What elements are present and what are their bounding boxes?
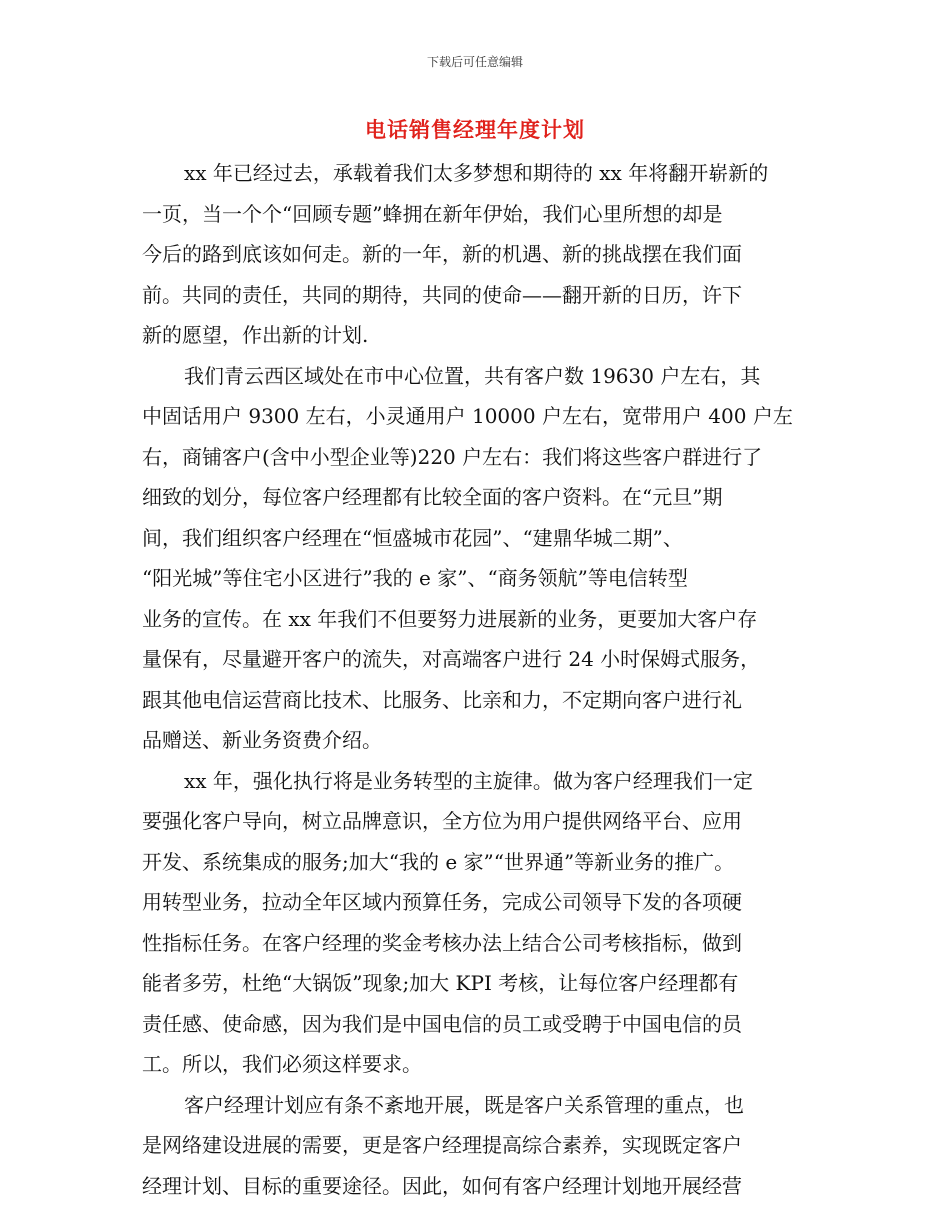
body-line: 责任感、使命感，因为我们是中国电信的员工或受聘于中国电信的员: [142, 1011, 742, 1036]
header-note: 下载后可任意编辑: [426, 55, 523, 69]
body-line: 品赠送、新业务资费介绍。: [142, 728, 382, 752]
body-line: 我们青云西区域处在市中心位置，共有客户数 19630 户左右，其: [184, 363, 761, 388]
body-line: 右，商铺客户(含中小型企业等)220 户左右：我们将这些客户群进行了: [142, 444, 763, 469]
body-line: 要强化客户导向，树立品牌意识，全方位为用户提供网络平台、应用: [142, 809, 742, 833]
body-line: 一页，当一个个“回顾专题”蜂拥在新年伊始，我们心里所想的却是: [142, 201, 723, 226]
body-line: 性指标任务。在客户经理的奖金考核办法上结合公司考核指标，做到: [142, 930, 742, 955]
body-line: 今后的路到底该如何走。新的一年，新的机遇、新的挑战摆在我们面: [142, 242, 742, 266]
body-line: 开发、系统集成的服务;加大“我的 e 家”“世界通”等新业务的推广。: [142, 849, 735, 874]
body-line: 业务的宣传。在 xx 年我们不但要努力进展新的业务，更要加大客户存: [142, 606, 758, 631]
document-body: [142, 153, 814, 1206]
body-line: 间，我们组织客户经理在“恒盛城市花园”、“建鼎华城二期”、: [142, 525, 683, 550]
body-line: 工。所以，我们必须这样要求。: [142, 1052, 422, 1076]
body-line: 量保有，尽量避开客户的流失，对高端客户进行 24 小时保姆式服务，: [142, 647, 761, 671]
body-line: 新的愿望，作出新的计划.: [142, 323, 369, 347]
body-line: 细致的划分，每位客户经理都有比较全面的客户资料。在“元旦”期: [142, 485, 723, 509]
body-line: 前。共同的责任，共同的期待，共同的使命——翻开新的日历，许下: [142, 282, 742, 307]
body-line: 跟其他电信运营商比技术、比服务、比亲和力，不定期向客户进行礼: [142, 687, 742, 712]
body-line: 客户经理计划应有条不紊地开展，既是客户关系管理的重点，也: [184, 1092, 744, 1117]
body-line: 是网络建设进展的需要，更是客户经理提高综合素养，实现既定客户: [142, 1133, 742, 1157]
body-line: 中固话用户 9300 左右，小灵通用户 10000 户左右，宽带用户 400 户左: [142, 404, 793, 428]
document-title: 电话销售经理年度计划: [365, 118, 585, 142]
body-line: “阳光城”等住宅小区进行”我的 e 家”、“商务领航”等电信转型: [142, 566, 688, 590]
body-line: 能者多劳，杜绝“大锅饭”现象;加大 KPI 考核，让每位客户经理都有: [142, 971, 739, 995]
body-line: 用转型业务，拉动全年区域内预算任务，完成公司领导下发的各项硬: [142, 890, 742, 914]
body-line: xx 年已经过去，承载着我们太多梦想和期待的 xx 年将翻开崭新的: [184, 161, 769, 185]
body-line: 经理计划、目标的重要途径。因此，如何有客户经理计划地开展经营: [142, 1173, 742, 1198]
body-line: xx 年，强化执行将是业务转型的主旋律。做为客户经理我们一定: [184, 768, 753, 793]
